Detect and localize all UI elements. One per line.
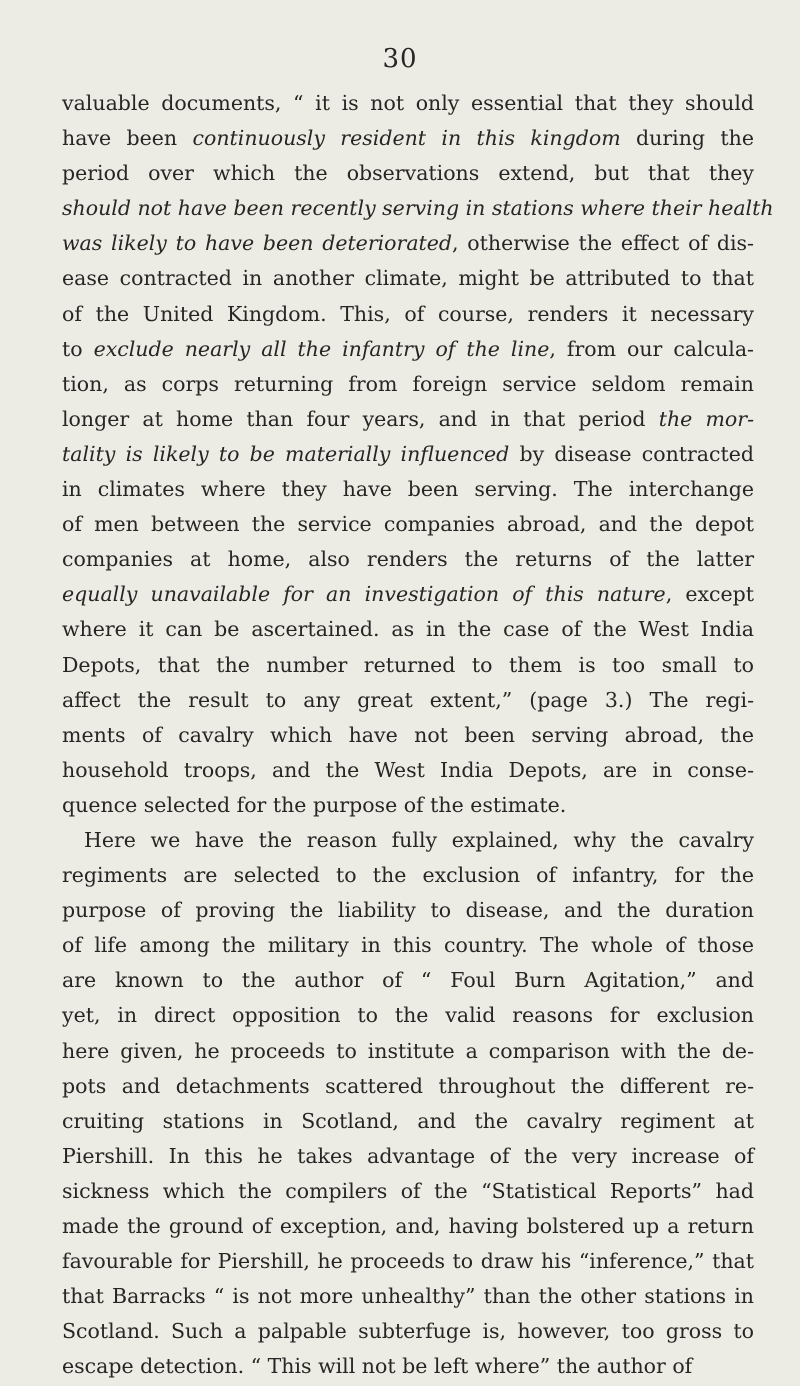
text-line — [62, 1069, 754, 1104]
text-line — [62, 226, 754, 261]
text-line — [62, 998, 754, 1033]
italic-text: equally unavailable for an investigation of this nature — [62, 582, 666, 607]
text-line — [62, 367, 754, 402]
text-line — [62, 86, 754, 121]
text-line — [62, 963, 754, 998]
text-segment: , except — [665, 582, 754, 607]
text-line — [62, 893, 754, 928]
text-line — [62, 437, 754, 472]
text-segment: by disease contracted — [509, 441, 755, 466]
text-segment: cruiting stations in Scotland, and the cavalry regiment at — [62, 1108, 754, 1133]
text-segment: companies at home, also renders the returns of the latter — [62, 547, 754, 572]
text-line — [62, 402, 754, 437]
text-segment: quence selected for the purpose of the estimate. — [62, 792, 567, 817]
text-line — [62, 612, 754, 647]
text-line — [62, 858, 754, 893]
text-segment: household troops, and the West India Depots, are in conse- — [62, 757, 754, 782]
text-line — [62, 928, 754, 963]
italic-text: tality is likely to be materially influenced — [62, 441, 510, 466]
text-segment: made the ground of exception, and, having bolstered up a return — [62, 1214, 754, 1238]
text-segment: tion, as corps returning from foreign service seldom remain — [62, 371, 754, 396]
text-segment: of the United Kingdom. This, of course, renders it necessary — [62, 301, 754, 326]
text-line — [62, 261, 754, 296]
text-line — [62, 1314, 754, 1349]
text-segment: that Barracks “ is not more unhealthy” than the other stations in — [62, 1284, 754, 1309]
text-segment: sickness which the compilers of the “Statistical Reports” had — [62, 1178, 754, 1203]
text-segment: , otherwise the effect of dis- — [452, 231, 754, 256]
text-segment: period over which the observations extend, but that they — [62, 161, 754, 186]
text-segment: in climates where they have been serving. The interchange — [62, 477, 754, 502]
text-segment: of men between the service companies abroad, and the depot — [62, 512, 754, 537]
text-line — [62, 1209, 754, 1244]
text-segment: ments of cavalry which have not been serving abroad, the — [62, 722, 754, 747]
text-line — [62, 1139, 754, 1174]
page-number: 30 — [382, 44, 418, 74]
text-segment: favourable for Piershill, he proceeds to draw his “inference,” that — [62, 1249, 754, 1274]
text-segment: here given, he proceeds to institute a comparison with the de- — [62, 1038, 754, 1063]
text-line — [62, 577, 754, 612]
text-segment: have been — [62, 126, 193, 151]
text-line — [62, 191, 774, 226]
text-segment: purpose of proving the liability to disease, and the duration — [62, 898, 754, 923]
italic-text: continuously resident in this kingdom — [192, 126, 621, 151]
text-line — [62, 472, 754, 507]
text-line — [62, 507, 754, 542]
italic-text: should not have been recently serving in stations where their health — [62, 196, 774, 221]
text-line — [62, 332, 754, 367]
text-segment: Piershill. In this he takes advantage of the very increase of — [62, 1143, 754, 1168]
text-line — [62, 823, 754, 858]
text-segment: to — [62, 336, 94, 361]
text-line — [62, 648, 754, 683]
text-segment: of life among the military in this country. The whole of those — [62, 933, 754, 958]
text-line — [62, 753, 754, 788]
body-text — [62, 86, 774, 1384]
italic-text: was likely to have been deteriorated — [62, 231, 453, 256]
text-line — [62, 1174, 754, 1209]
text-segment: where it can be ascertained. as in the case of the West India — [62, 617, 754, 642]
text-line — [62, 788, 754, 823]
text-line — [62, 1279, 754, 1314]
text-line — [62, 1244, 754, 1279]
text-segment: Depots, that the number returned to them is too small to — [62, 652, 754, 677]
text-segment: escape detection. “ This will not be left where” the author of — [62, 1354, 693, 1379]
text-segment: yet, in direct opposition to the valid reasons for exclusion — [62, 1003, 754, 1028]
text-segment: pots and detachments scattered throughout the different re- — [62, 1073, 754, 1098]
text-line — [62, 1349, 754, 1384]
text-segment: , from our calcula- — [549, 336, 754, 361]
text-line — [62, 121, 754, 156]
text-segment: during the — [620, 126, 754, 151]
text-segment: are known to the author of “ Foul Burn Agitation,” and — [62, 968, 754, 993]
text-line — [62, 542, 754, 577]
text-segment: Here we have the reason fully explained, why the cavalry — [84, 827, 754, 852]
italic-text: the mor- — [658, 406, 754, 431]
italic-text: exclude nearly all the infantry of the line — [93, 336, 550, 361]
text-line — [62, 1034, 754, 1069]
text-line — [62, 683, 754, 718]
text-line — [62, 718, 754, 753]
text-segment: longer at home than four years, and in that period — [62, 406, 659, 431]
text-segment: affect the result to any great extent,” (page 3.) The regi- — [62, 687, 754, 712]
text-segment: Scotland. Such a palpable subterfuge is, however, too gross to — [62, 1319, 754, 1344]
text-line — [62, 297, 754, 332]
text-segment: valuable documents, “ it is not only essential that they should — [62, 91, 754, 115]
text-line — [62, 1104, 754, 1139]
text-segment: ease contracted in another climate, might be attributed to that — [62, 266, 754, 291]
text-line — [62, 156, 754, 191]
text-segment: regiments are selected to the exclusion of infantry, for the — [62, 863, 754, 888]
